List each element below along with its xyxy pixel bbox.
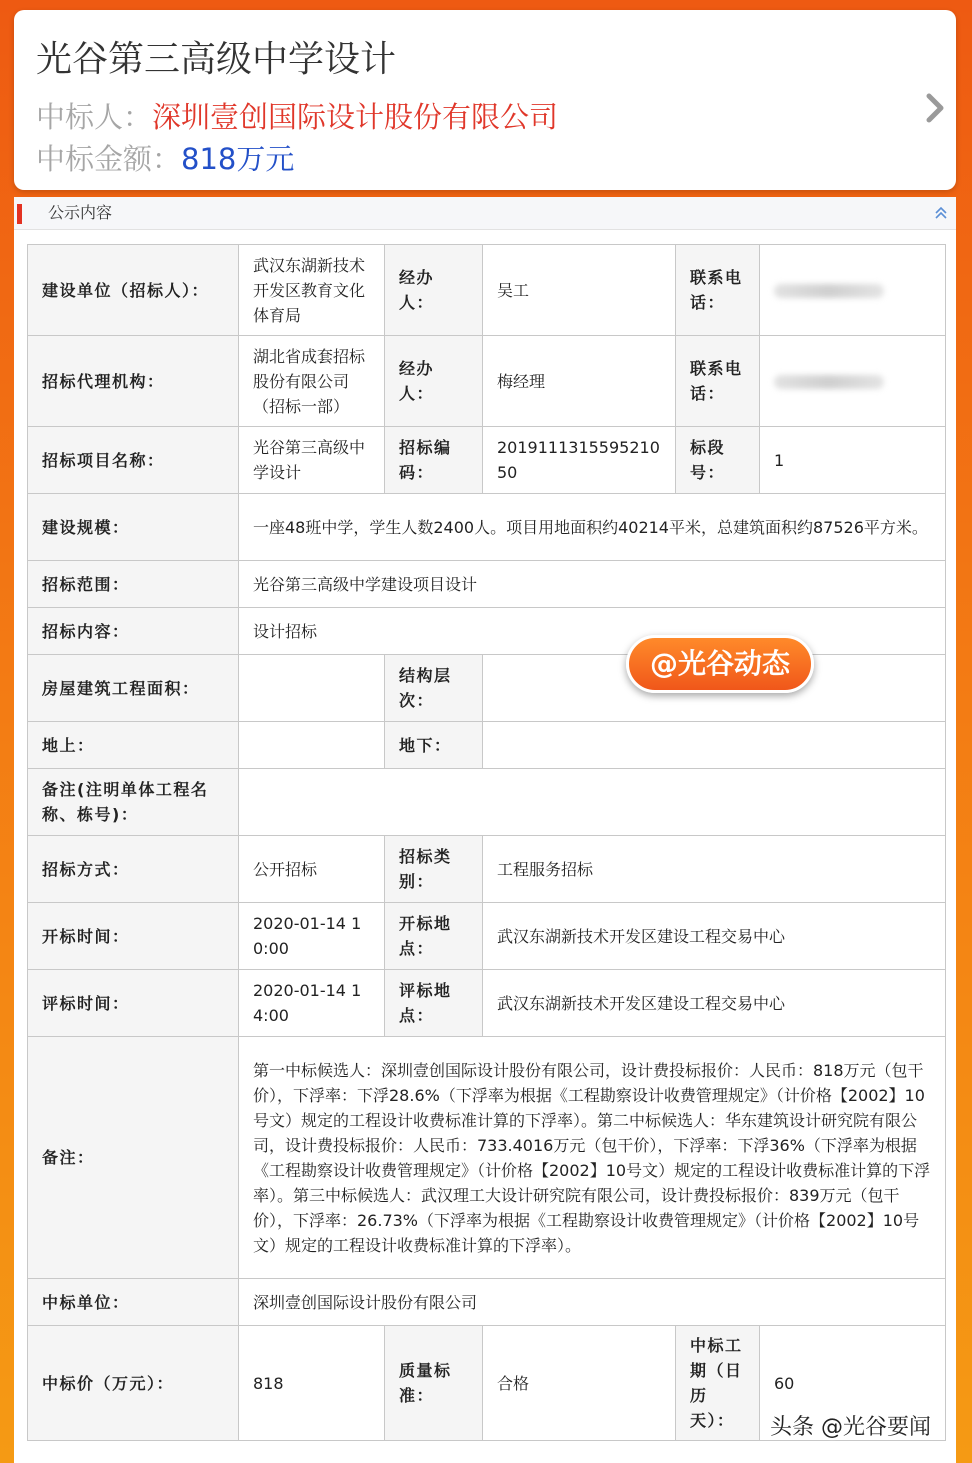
owner-value: 武汉东湖新技术开发区教育文化体育局 xyxy=(239,245,385,336)
content-value: 设计招标 xyxy=(239,608,946,655)
agency-value: 湖北省成套招标股份有限公司（招标一部） xyxy=(239,336,385,427)
owner-label: 建设单位（招标人）： xyxy=(28,245,239,336)
watermark-badge: @光谷动态 xyxy=(626,635,814,693)
owner-phone-value xyxy=(760,245,946,336)
code-label: 招标编码： xyxy=(385,427,483,494)
table-row xyxy=(28,336,946,427)
open-place-label: 开标地点： xyxy=(385,903,483,970)
period-label: 中标工期（日历天）： xyxy=(676,1326,760,1441)
amount-label: 中标金额： xyxy=(36,142,182,176)
winner-unit-value: 深圳壹创国际设计股份有限公司 xyxy=(239,1279,946,1326)
amount-value: 818万元 xyxy=(181,142,295,176)
table-row xyxy=(28,970,946,1037)
eval-place-value: 武汉东湖新技术开发区建设工程交易中心 xyxy=(483,970,946,1037)
section-no-label: 标段号： xyxy=(676,427,760,494)
quality-value: 合格 xyxy=(483,1326,676,1441)
open-time-label: 开标时间： xyxy=(28,903,239,970)
agency-handler-value: 梅经理 xyxy=(483,336,676,427)
remark-value: 第一中标候选人：深圳壹创国际设计股份有限公司，设计费投标报价：人民币：818万元（包干价），下浮率：下浮28.6%（下浮率为根据《工程勘察设计收费管理规定》（计价格【2002】10号文）规定的工程设计收费标准计算的下浮率）。第二中标候选人：华东建筑设计研究院有限公司，设计费投标报价：人民币：733.4016万元（包干价），下浮率：下浮36%（下浮率为根据《工程勘察设计收费管理规定》（计价格【2002】10号文）规定的工程设计收费标准计算的下浮率）。第三中标候选人：武汉理工大设计研究院有限公司，设计费投标报价：839万元（包干价），下浮率：26.73%（下浮率为根据《工程勘察设计收费管理规定》（计价格【2002】10号文）规定的工程设计收费标准计算的下浮率）。 xyxy=(239,1037,946,1279)
agency-handler-label: 经办人： xyxy=(385,336,483,427)
project-name-value: 光谷第三高级中学设计 xyxy=(239,427,385,494)
winner-label: 中标人： xyxy=(36,100,153,134)
period-value: 60 xyxy=(760,1326,946,1441)
table-row xyxy=(28,903,946,970)
redacted-phone xyxy=(774,284,884,298)
section-title: 公示内容 xyxy=(48,203,113,222)
agency-phone-value xyxy=(760,336,946,427)
double-chevron-up-icon[interactable] xyxy=(934,206,948,220)
source-watermark: 头条 @光谷要闻 xyxy=(770,1415,931,1440)
eval-time-value: 2020-01-14 14:00 xyxy=(239,970,385,1037)
type-value: 工程服务招标 xyxy=(483,836,946,903)
owner-handler-label: 经办人： xyxy=(385,245,483,336)
agency-label: 招标代理机构： xyxy=(28,336,239,427)
method-value: 公开招标 xyxy=(239,836,385,903)
winner-unit-label: 中标单位： xyxy=(28,1279,239,1326)
agency-phone-label: 联系电话： xyxy=(676,336,760,427)
table-row xyxy=(28,1037,946,1279)
eval-time-label: 评标时间： xyxy=(28,970,239,1037)
remark-label: 备注： xyxy=(28,1037,239,1279)
project-name-label: 招标项目名称： xyxy=(28,427,239,494)
section-header[interactable] xyxy=(14,197,956,230)
code-value: 201911131559521050 xyxy=(483,427,676,494)
price-value: 818 xyxy=(239,1326,385,1441)
table-row xyxy=(28,769,946,836)
remark1-label: 备注(注明单体工程名称、栋号)： xyxy=(28,769,239,836)
area-value xyxy=(239,655,385,722)
open-place-value: 武汉东湖新技术开发区建设工程交易中心 xyxy=(483,903,946,970)
table-row xyxy=(28,494,946,561)
below-label: 地下： xyxy=(385,722,483,769)
content-label: 招标内容： xyxy=(28,608,239,655)
quality-label: 质量标准： xyxy=(385,1326,483,1441)
area-label: 房屋建筑工程面积： xyxy=(28,655,239,722)
tender-info-table xyxy=(27,244,946,1441)
type-label: 招标类别： xyxy=(385,836,483,903)
structure-label: 结构层次： xyxy=(385,655,483,722)
above-value xyxy=(239,722,385,769)
price-label: 中标价（万元）： xyxy=(28,1326,239,1441)
scope-value: 光谷第三高级中学建设项目设计 xyxy=(239,561,946,608)
project-title: 光谷第三高级中学设计 xyxy=(36,39,397,80)
section-no-value: 1 xyxy=(760,427,946,494)
redacted-phone xyxy=(774,375,884,389)
owner-handler-value: 吴工 xyxy=(483,245,676,336)
table-row xyxy=(28,836,946,903)
above-label: 地上： xyxy=(28,722,239,769)
chevron-right-icon[interactable] xyxy=(920,88,950,128)
scope-label: 招标范围： xyxy=(28,561,239,608)
method-label: 招标方式： xyxy=(28,836,239,903)
project-summary-card[interactable] xyxy=(14,10,956,190)
remark1-value xyxy=(239,769,946,836)
table-row xyxy=(28,245,946,336)
below-value xyxy=(483,722,946,769)
table-row xyxy=(28,1279,946,1326)
eval-place-label: 评标地点： xyxy=(385,970,483,1037)
table-row xyxy=(28,427,946,494)
amount-row xyxy=(36,140,294,178)
scale-label: 建设规模： xyxy=(28,494,239,561)
section-marker xyxy=(17,204,22,224)
table-row xyxy=(28,722,946,769)
table-row xyxy=(28,561,946,608)
open-time-value: 2020-01-14 10:00 xyxy=(239,903,385,970)
owner-phone-label: 联系电话： xyxy=(676,245,760,336)
winner-row xyxy=(36,98,558,136)
announcement-panel xyxy=(14,197,956,1463)
scale-value: 一座48班中学，学生人数2400人。项目用地面积约40214平米，总建筑面积约87526平方米。 xyxy=(239,494,946,561)
winner-value: 深圳壹创国际设计股份有限公司 xyxy=(152,100,559,134)
